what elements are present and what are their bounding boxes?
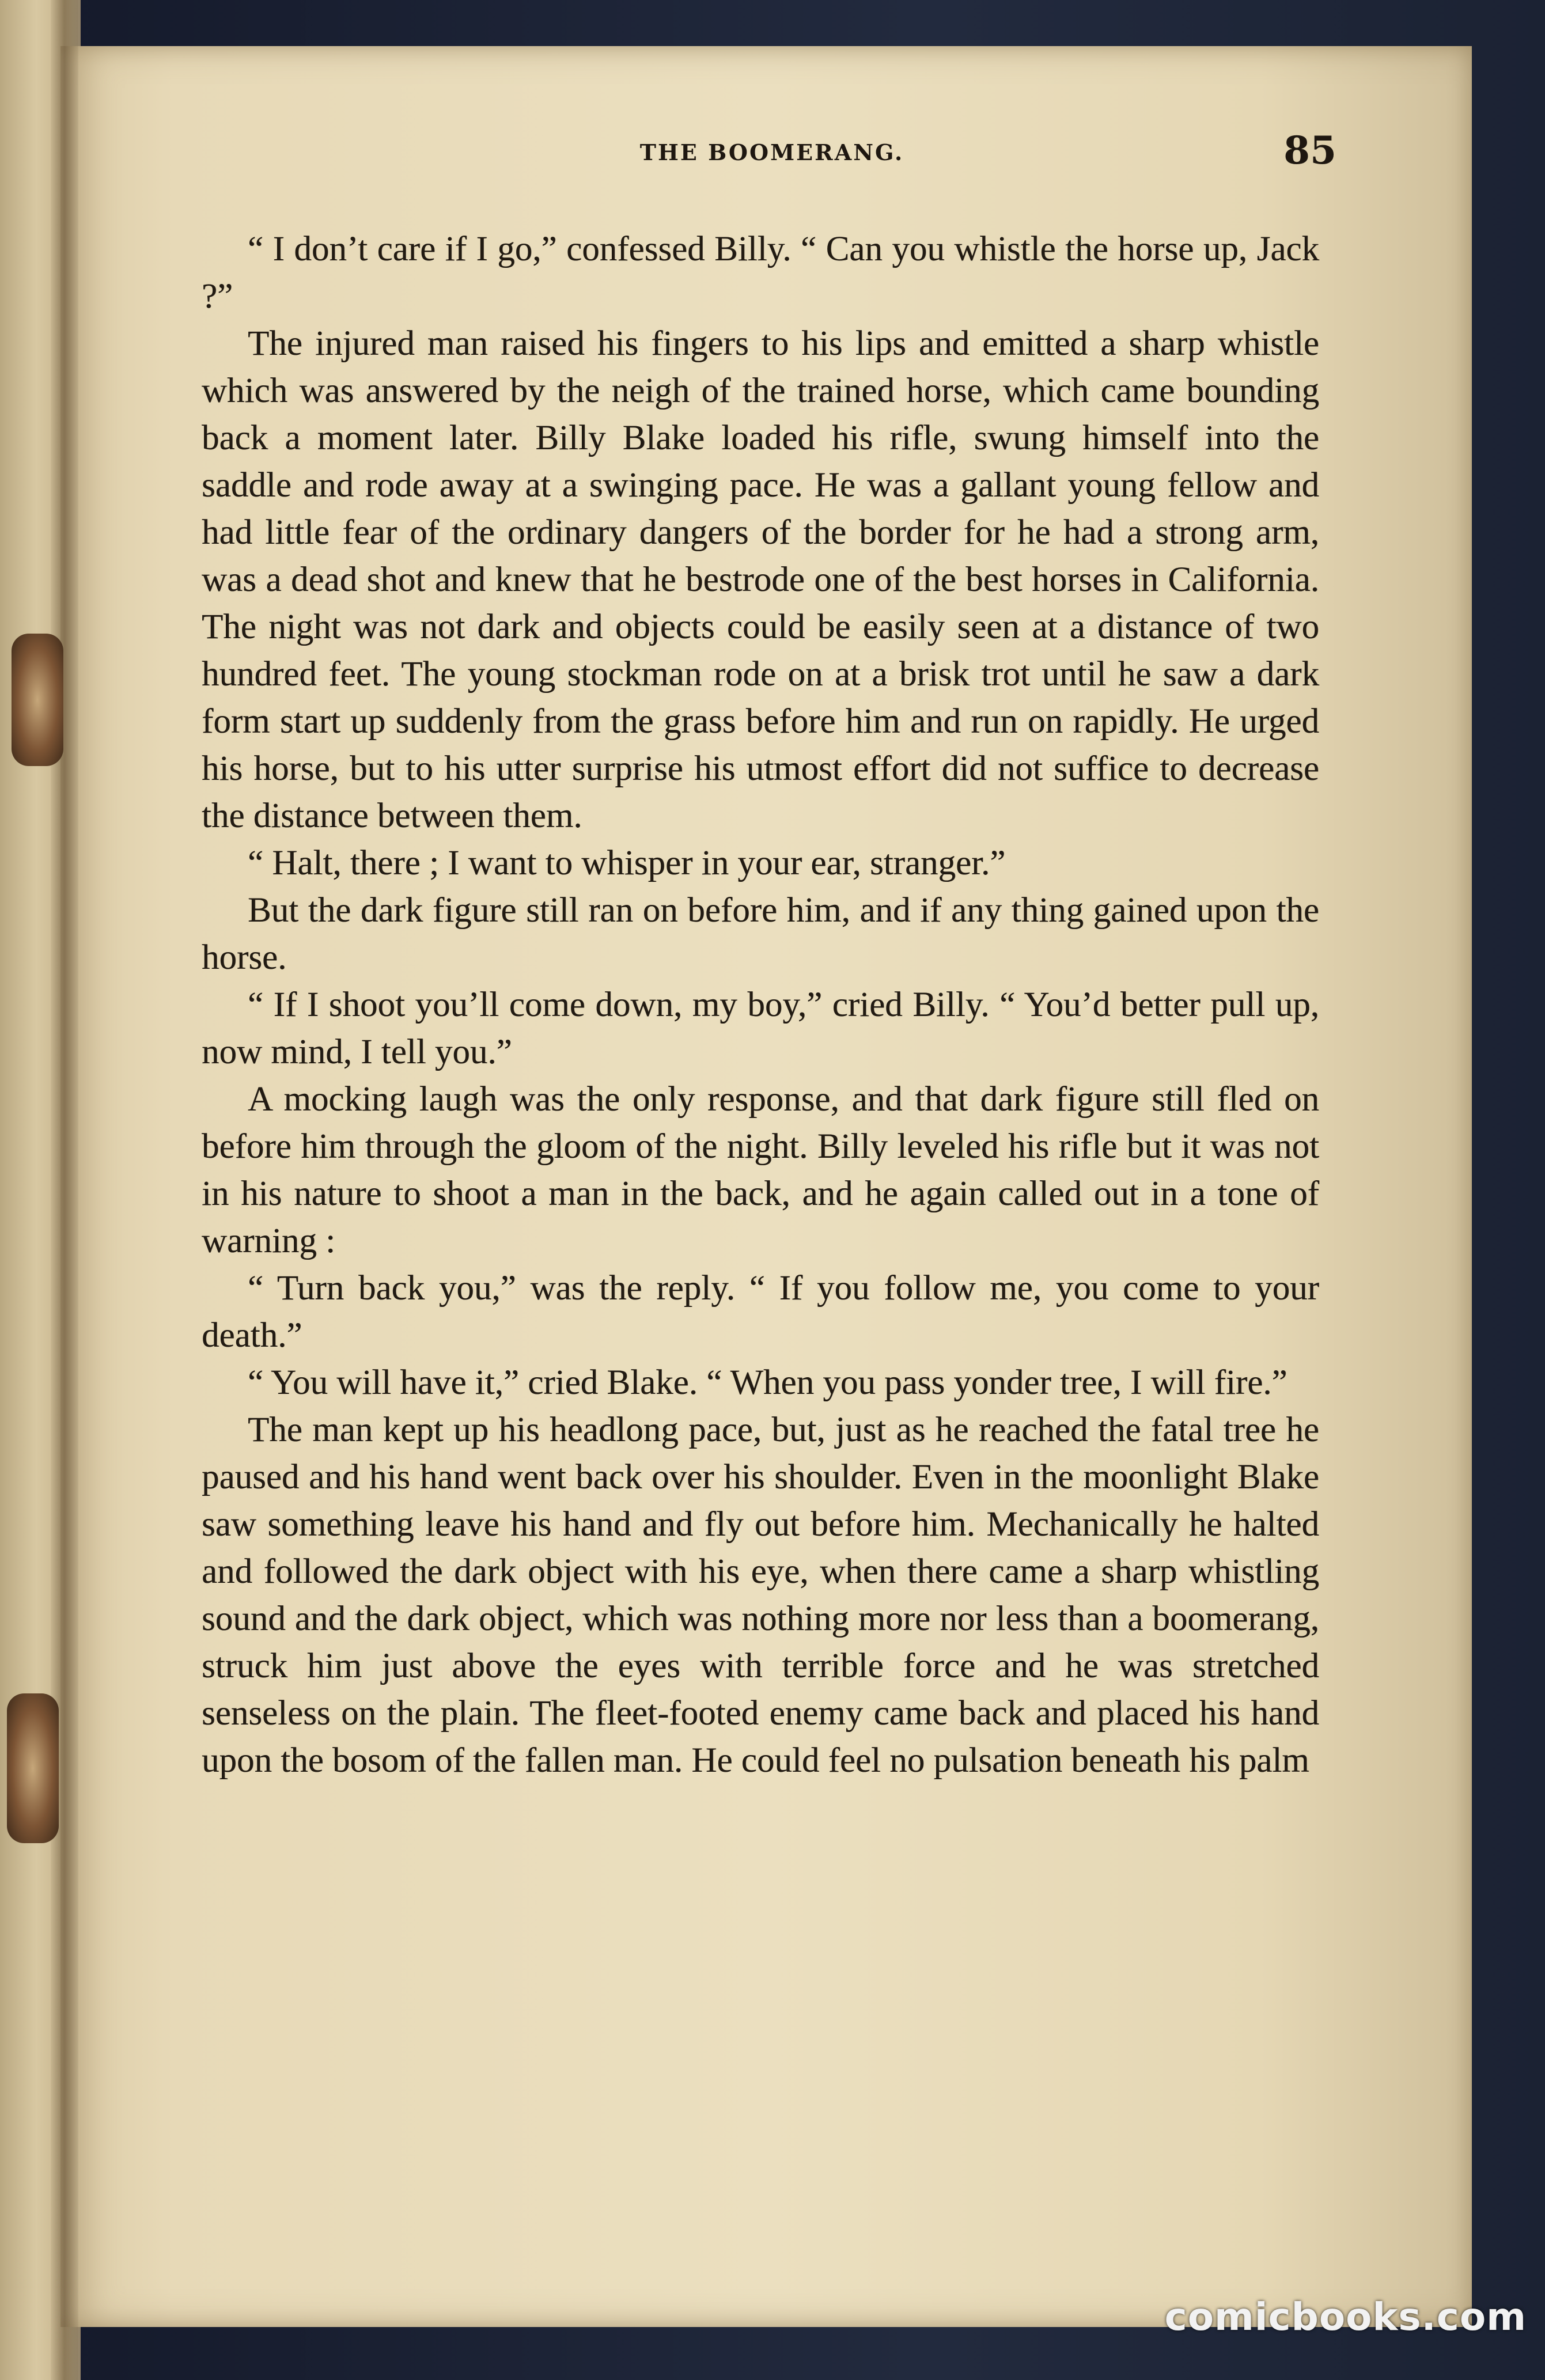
paragraph: The man kept up his headlong pace, but, just as he reached the fatal tree he paused and his hand went back over his shoulder. Even in the moonlight Blake saw something leave his hand and fly out before him. Mechanically he halted and followed the dark object with his eye, when there came a sharp whistling sound and the dark object, which was nothing more nor less than a boomerang, struck him just above the eyes with terrible force and he was stretched senseless on the plain. The fleet-footed enemy came back and placed his hand upon the bosom of the fallen man. He could feel no pulsation beneath his palm — [202, 1411, 1319, 1780]
paragraph: A mocking laugh was the only response, and that dark figure still fled on before him through the gloom of the night. Billy leveled his rifle but it was not in his nature to shoot a man in the back, and he again called out in a tone of warning : — [202, 1080, 1319, 1260]
paragraph: The injured man raised his fingers to his lips and emitted a sharp whistle which was answered by the neigh of the trained horse, which came bounding back a moment later. Billy Blake loaded his rifle, swung himself into the saddle and rode away at a swinging pace. He was a gallant young fellow and had little fear of the ordinary dangers of the border for he had a strong arm, was a dead shot and knew that he bestrode one of the best horses in California. The night was not dark and objects could be easily seen at a distance of two hundred feet. The young stockman rode on at a brisk trot until he saw a dark form start up suddenly from the grass before him and run on rapidly. He urged his horse, but to his utter surprise his utmost effort did not suffice to decrease the distance between them. — [202, 324, 1319, 835]
paragraph: “ Turn back you,” was the reply. “ If you follow me, you come to your death.” — [202, 1269, 1319, 1355]
binding-gutter — [51, 0, 78, 2380]
paragraph: “ You will have it,” cried Blake. “ When you pass yonder tree, I will fire.” — [248, 1363, 1288, 1402]
binding-stitch-upper — [12, 634, 63, 766]
running-head: THE BOOMERANG. — [639, 139, 904, 165]
paragraph: “ If I shoot you’ll come down, my boy,” cried Billy. “ You’d better pull up, now mind, I tell you.” — [202, 986, 1319, 1071]
watermark: comicbooks.com — [1164, 2295, 1527, 2339]
paragraph: “ I don’t care if I go,” confessed Billy. “ Can you whistle the horse up, Jack ?” — [202, 230, 1319, 316]
binding-stitch-lower — [7, 1693, 59, 1843]
paragraph: “ Halt, there ; I want to whisper in your ear, stranger.” — [248, 844, 1006, 882]
paragraph: But the dark figure still ran on before him, and if any thing gained upon the horse. — [202, 891, 1319, 977]
page-number: 85 — [1283, 128, 1336, 173]
body-text — [202, 226, 1319, 1784]
